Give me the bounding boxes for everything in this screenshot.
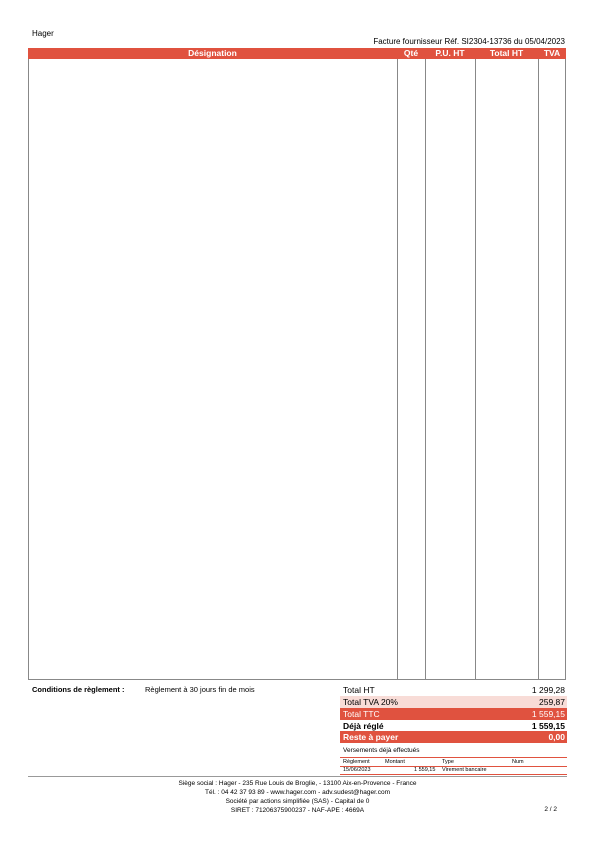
conditions-value: Règlement à 30 jours fin de mois	[145, 685, 255, 694]
footer-contact: Tél. : 04 42 37 93 89 - www.hager.com - adv.sudest@hager.com	[205, 789, 390, 796]
col-tva: TVA	[543, 48, 561, 58]
deja-regle-label: Déjà réglé	[343, 721, 384, 731]
deja-regle-value: 1 559,15	[531, 721, 565, 731]
column-divider	[425, 48, 426, 680]
reste-a-payer-value: 0,00	[548, 732, 565, 742]
total-ht-value: 1 299,28	[531, 685, 565, 695]
total-tva-value: 259,87	[539, 697, 565, 707]
column-divider	[475, 48, 476, 680]
versements-col-reglement: Règlement	[343, 759, 370, 765]
versement-montant: 1 559,15	[414, 767, 436, 773]
invoice-reference: Facture fournisseur Réf. SI2304-13736 du 05/04/2023	[373, 37, 565, 46]
versements-title: Versements déjà effectués	[343, 747, 420, 754]
total-ttc-row	[340, 708, 567, 720]
footer-address: Siège social : Hager - 235 Rue Louis de Broglie, - 13100 Aix-en-Provence - France	[178, 780, 417, 787]
column-divider	[538, 48, 539, 680]
page-number: 2 / 2	[544, 806, 557, 813]
total-ttc-label: Total TTC	[343, 709, 380, 719]
col-pu-ht: P.U. HT	[435, 48, 465, 58]
versements-col-type: Type	[442, 759, 454, 765]
col-total-ht: Total HT	[489, 48, 524, 58]
reste-a-payer-row	[340, 731, 567, 743]
reste-a-payer-label: Reste à payer	[343, 732, 399, 742]
company-name: Hager	[32, 29, 54, 38]
col-designation: Désignation	[188, 48, 237, 58]
conditions-label: Conditions de règlement :	[32, 685, 125, 694]
footer-legal: Société par actions simplifiée (SAS) - Capital de 0	[225, 798, 370, 805]
versements-col-num: Num	[512, 759, 524, 765]
total-ht-label: Total HT	[343, 685, 375, 695]
versements-col-montant: Montant	[385, 759, 405, 765]
col-qte: Qté	[403, 48, 419, 58]
table-header	[28, 48, 566, 59]
total-ttc-value: 1 559,15	[531, 709, 565, 719]
total-ht-row	[340, 684, 567, 696]
versements-row	[340, 766, 567, 775]
lines-table	[28, 48, 566, 680]
footer-divider	[28, 776, 567, 777]
column-divider	[397, 48, 398, 680]
total-tva-label: Total TVA 20%	[343, 697, 398, 707]
total-tva-row	[340, 696, 567, 708]
versement-date: 15/06/2023	[343, 767, 371, 773]
versement-type: Virement bancaire	[442, 767, 487, 773]
footer-siret: SIRET : 71206375900237 - NAF-APE : 4669A	[230, 807, 365, 814]
